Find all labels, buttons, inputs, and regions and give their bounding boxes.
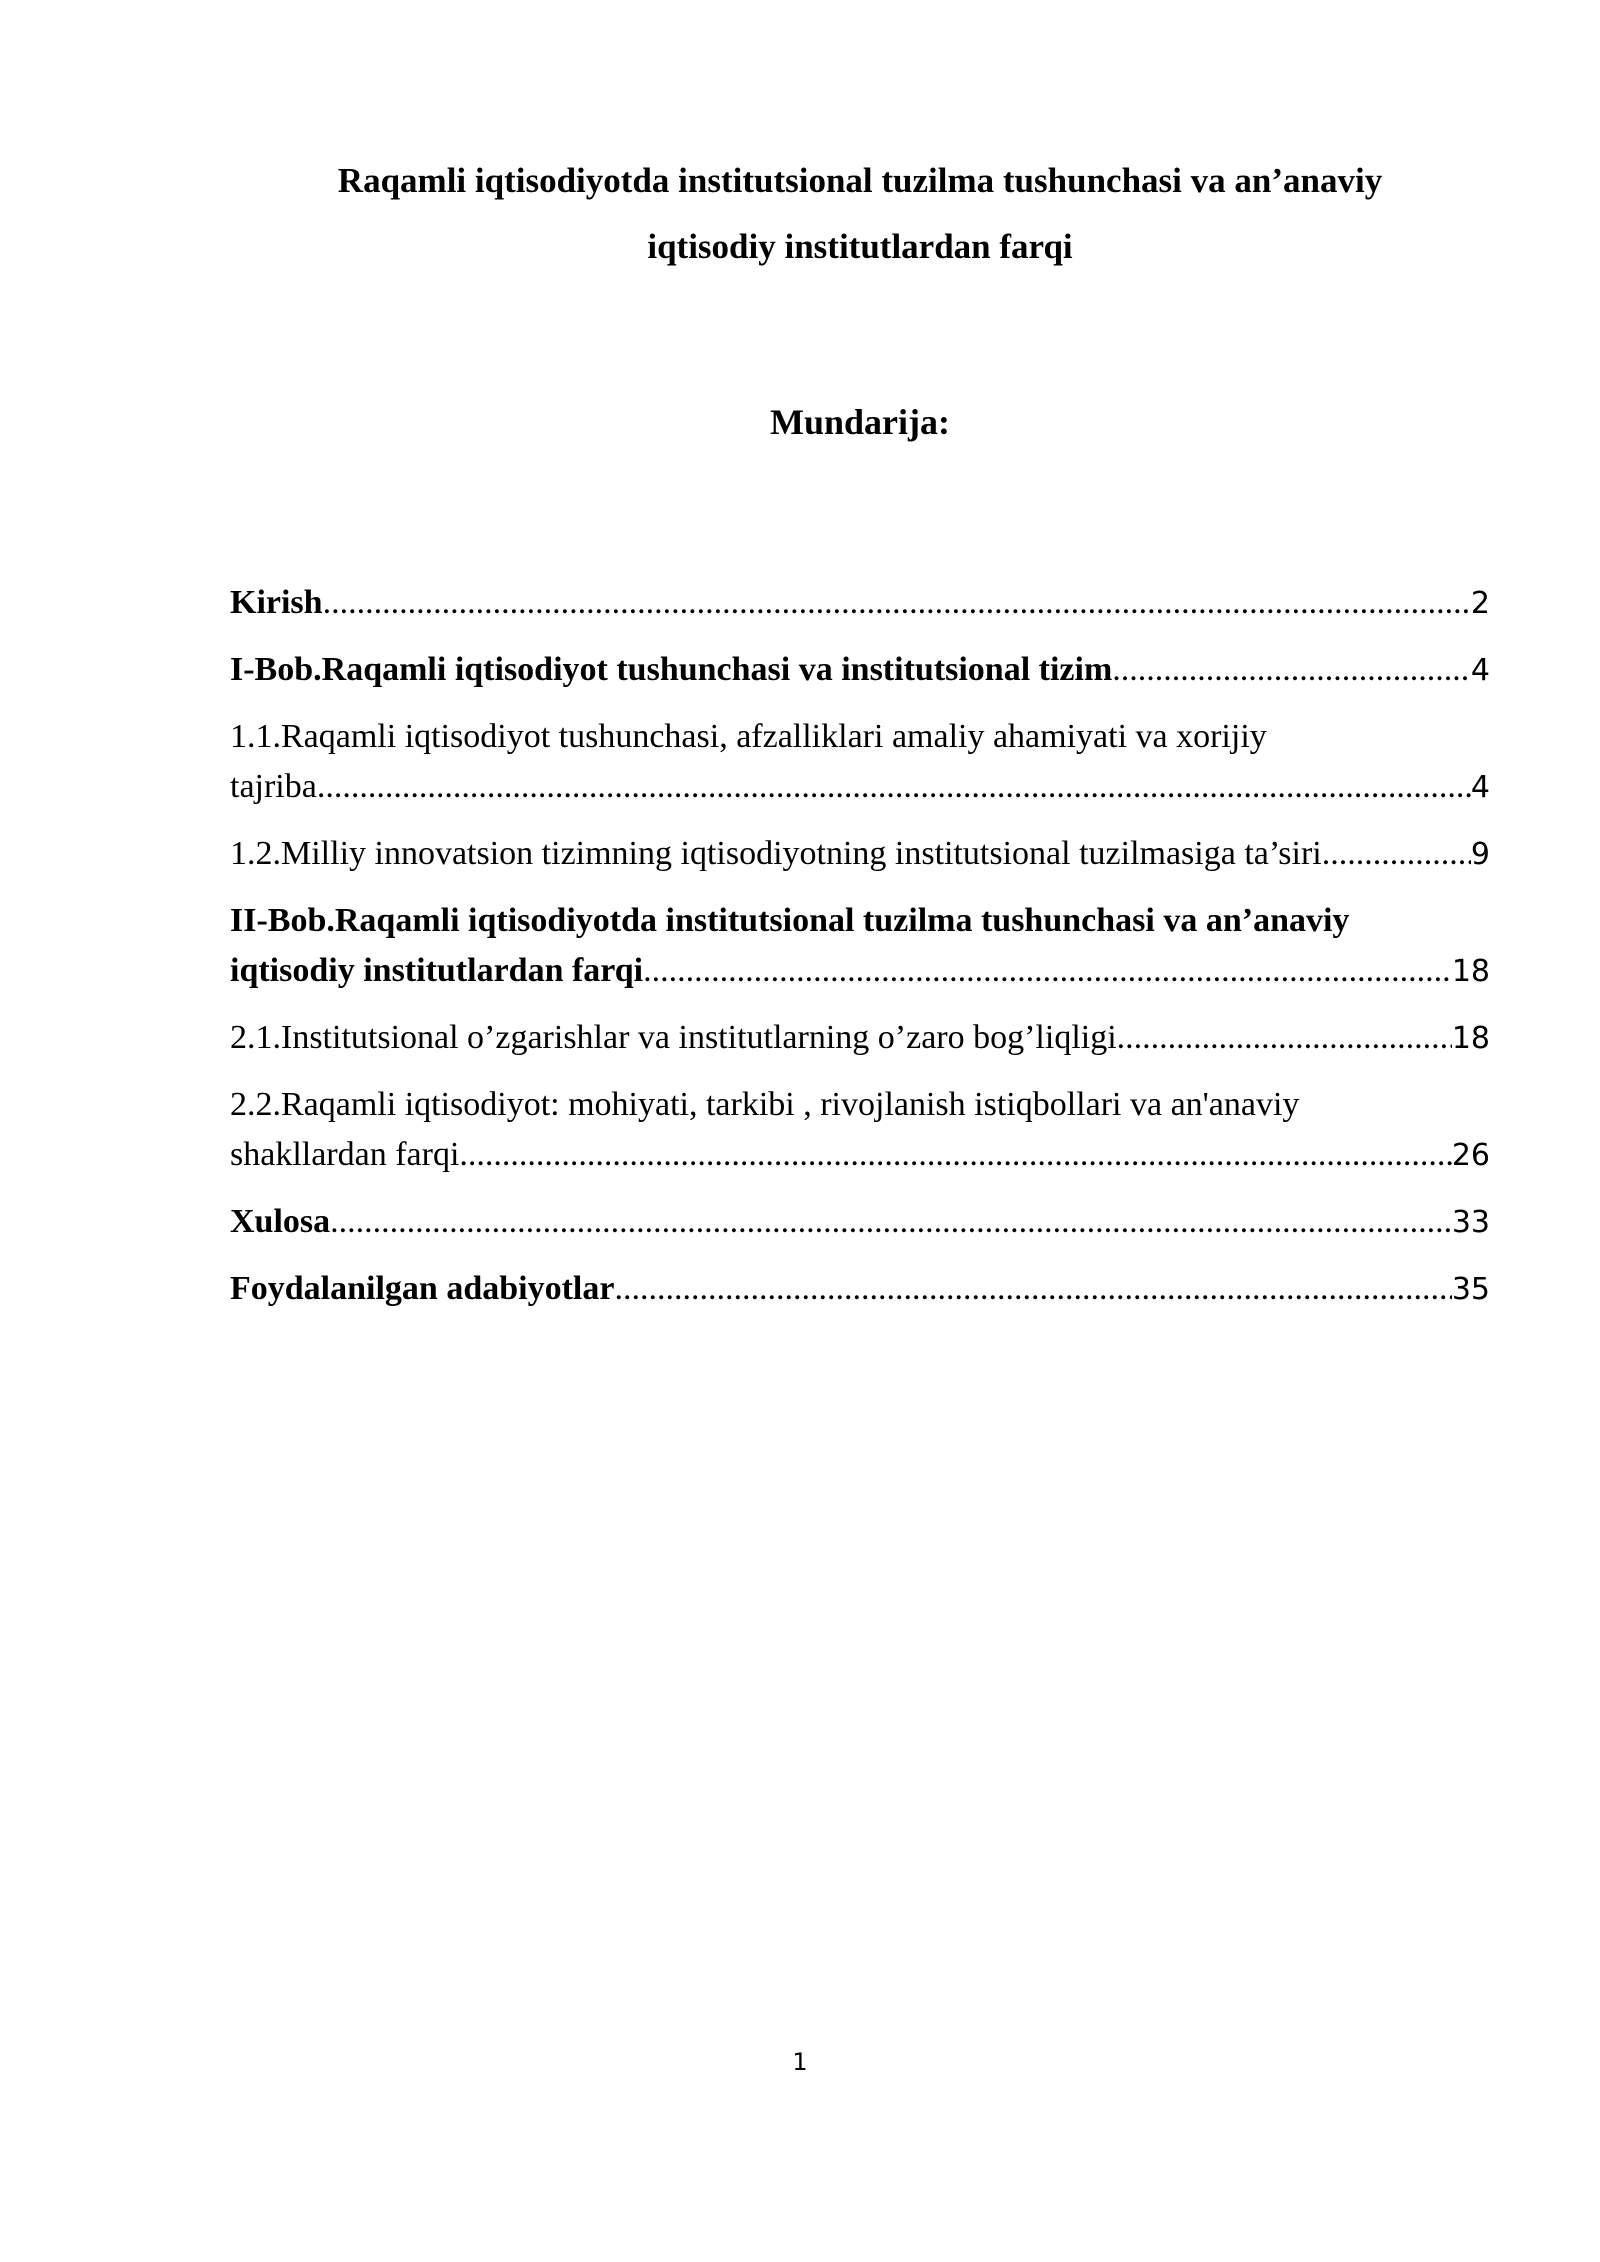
toc-dot-leader (1112, 645, 1471, 695)
toc-entry-title: 1.2.Milliy innovatsion tizimning iqtisodiyotning institutsional tuzilmasiga ta’siri. (230, 835, 1331, 872)
toc-dot-leader (330, 1197, 1452, 1247)
toc-entry-line (230, 645, 1490, 696)
toc-page-number: 26 (1451, 1138, 1490, 1173)
toc-entry[interactable] (230, 1080, 1490, 1181)
toc-dot-leader (1330, 829, 1471, 879)
toc-page-number: 4 (1470, 653, 1490, 688)
toc-entry-line (230, 762, 1490, 813)
toc-entry-title: tajriba (230, 768, 317, 805)
document-title (230, 148, 1490, 280)
footer-page-number: 1 (792, 2048, 808, 2076)
toc-page-number: 35 (1451, 1272, 1490, 1307)
toc-entry-title: 2.1.Institutsional o’zgarishlar va institutlarning o’zaro bog’liqligi (230, 1019, 1117, 1056)
toc-entry-line (230, 1130, 1490, 1181)
document-title-line-2: iqtisodiy institutlardan farqi (647, 227, 1073, 266)
toc-entry[interactable] (230, 1264, 1490, 1315)
toc-page-number: 4 (1470, 770, 1490, 805)
toc-entry-title: shakllardan farqi (230, 1136, 460, 1173)
toc-entry-title: Xulosa (230, 1203, 331, 1240)
toc-page-number: 33 (1451, 1205, 1490, 1240)
toc-dot-leader (643, 946, 1452, 996)
toc-entry-line (230, 578, 1490, 629)
toc-entry[interactable] (230, 645, 1490, 696)
toc-entry-line (230, 1197, 1490, 1248)
toc-dot-leader (1117, 1013, 1452, 1063)
toc-entry-title-line: 2.2.Raqamli iqtisodiyot: mohiyati, tarkibi , rivojlanish istiqbollari va an'anaviy (230, 1086, 1300, 1123)
toc-entry-line (230, 1013, 1490, 1064)
toc-entry-title-line: II-Bob.Raqamli iqtisodiyotda institutsional tuzilma tushunchasi va an’anaviy (230, 902, 1350, 939)
toc-page-number: 18 (1451, 1021, 1490, 1056)
toc-entry[interactable] (230, 578, 1490, 629)
toc-entry-title: iqtisodiy institutlardan farqi (230, 952, 644, 989)
toc-dot-leader (614, 1264, 1451, 1314)
toc-entry[interactable] (230, 712, 1490, 813)
toc-dot-leader (317, 762, 1471, 812)
toc-page-number: 2 (1470, 586, 1490, 621)
toc-heading: Mundarija: (770, 402, 950, 442)
toc-entry[interactable] (230, 896, 1490, 997)
document-title-line-1: Raqamli iqtisodiyotda institutsional tuzilma tushunchasi va an’anaviy (337, 161, 1383, 200)
toc-entry-title-line: 1.1.Raqamli iqtisodiyot tushunchasi, afzalliklari amaliy ahamiyati va xorijiy (230, 718, 1267, 755)
toc-entry-title: I-Bob.Raqamli iqtisodiyot tushunchasi va institutsional tizim (230, 651, 1113, 688)
toc-page-number: 9 (1470, 837, 1490, 872)
toc-page-number: 18 (1451, 954, 1490, 989)
toc-entry-line (230, 829, 1490, 880)
table-of-contents (230, 578, 1490, 1331)
toc-entry-title: Kirish (230, 584, 323, 621)
toc-entry-line (230, 946, 1490, 997)
toc-entry[interactable] (230, 829, 1490, 880)
toc-entry[interactable] (230, 1013, 1490, 1064)
toc-dot-leader (459, 1130, 1451, 1180)
toc-dot-leader (323, 578, 1471, 628)
toc-entry[interactable] (230, 1197, 1490, 1248)
toc-entry-line (230, 1264, 1490, 1315)
toc-entry-title: Foydalanilgan adabiyotlar (230, 1270, 615, 1307)
